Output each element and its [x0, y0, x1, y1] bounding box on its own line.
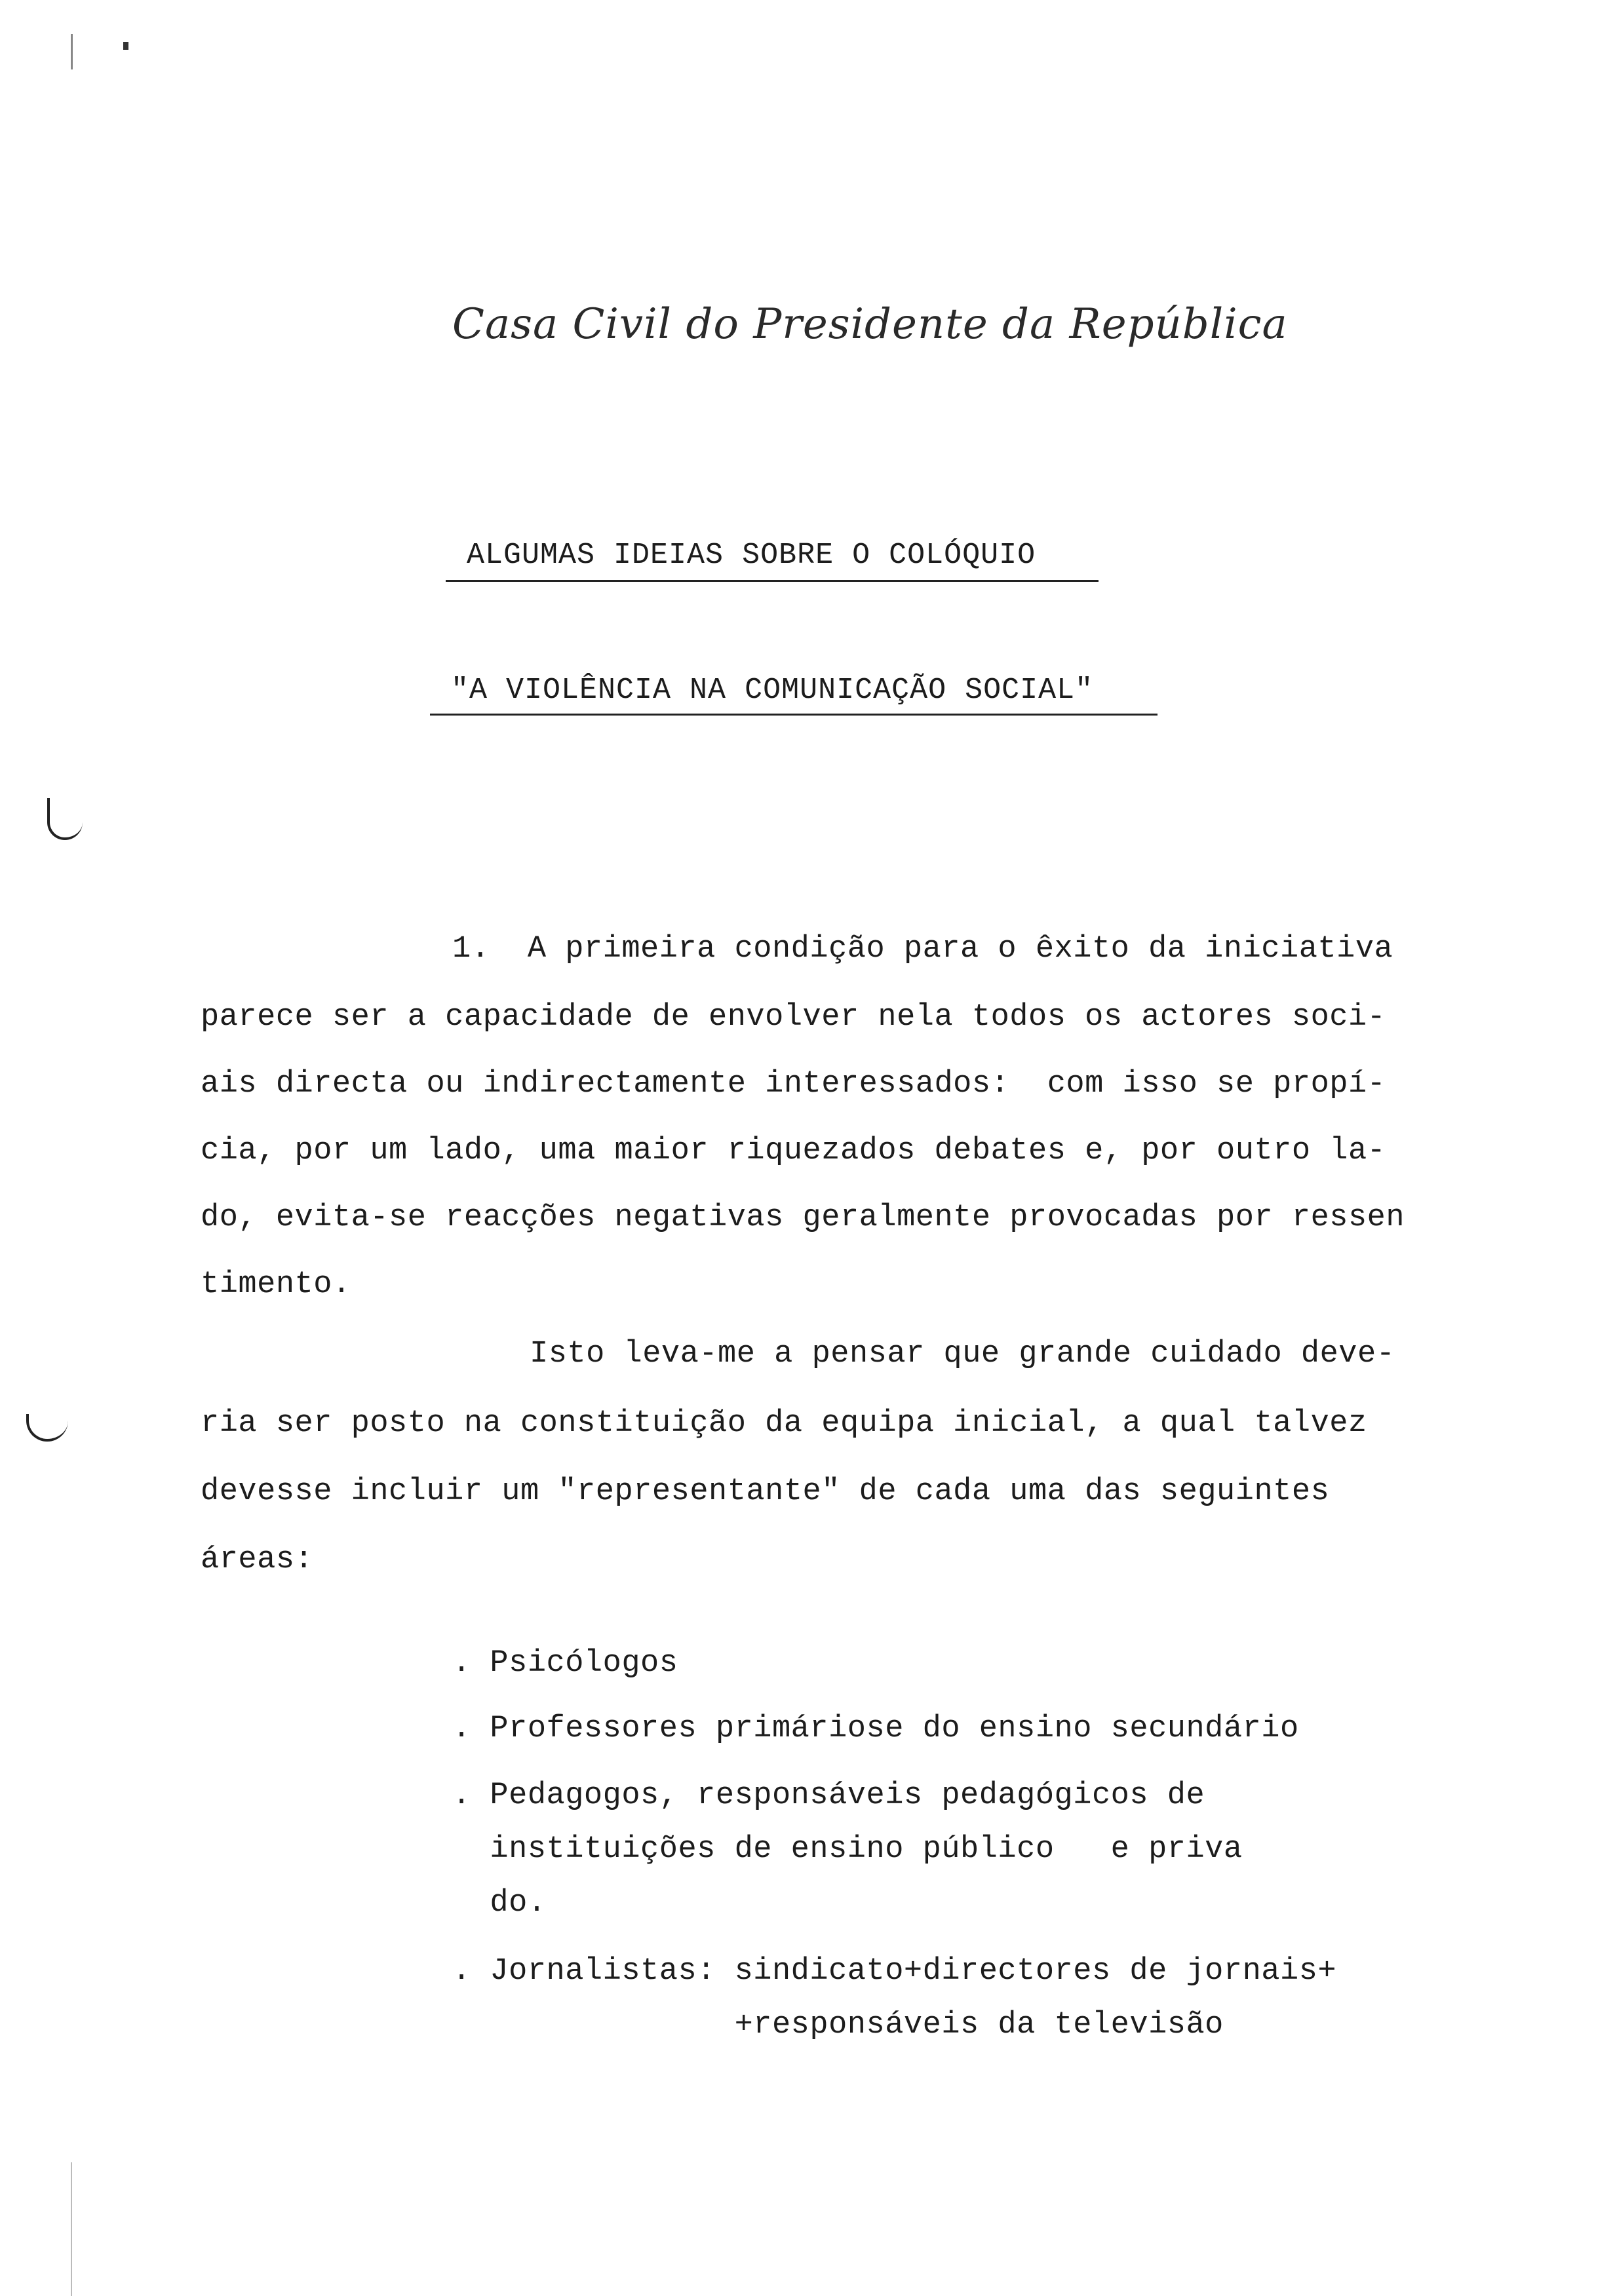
paragraph-line: devesse incluir um "representante" de cada uma das seguintes: [201, 1474, 1330, 1509]
list-item: . Jornalistas: sindicato+directores de jornais+: [452, 1954, 1337, 1989]
list-item: +responsáveis da televisão: [452, 2008, 1224, 2042]
paragraph-line: 1. A primeira condição para o êxito da iniciativa: [452, 932, 1393, 966]
paragraph-line: ais directa ou indirectamente interessados: com isso se propí-: [201, 1067, 1386, 1101]
list-item: . Psicólogos: [452, 1646, 678, 1681]
letterhead: Casa Civil do Presidente da República: [452, 300, 1288, 349]
margin-hook-mark: [47, 798, 83, 840]
paragraph-line: áreas:: [201, 1542, 314, 1577]
scan-artifact-top: [71, 34, 73, 69]
document-title-line-2: "A VIOLÊNCIA NA COMUNICAÇÃO SOCIAL": [451, 674, 1094, 707]
paragraph-line: parece ser a capacidade de envolver nela todos os actores soci-: [201, 1000, 1386, 1035]
paragraph-line: timento.: [201, 1267, 351, 1302]
document-title-line-1: ALGUMAS IDEIAS SOBRE O COLÓQUIO: [467, 539, 1036, 572]
paragraph-line: do, evita-se reacções negativas geralmente provocadas por ressen: [201, 1200, 1405, 1235]
paragraph-line: ria ser posto na constituição da equipa inicial, a qual talvez: [201, 1406, 1367, 1441]
margin-hook-mark: [26, 1414, 68, 1442]
title-underline-2: [430, 714, 1158, 716]
list-item: instituições de ensino público e priva: [452, 1832, 1243, 1867]
list-item: . Pedagogos, responsáveis pedagógicos de: [452, 1778, 1205, 1813]
list-item: . Professores primáriose do ensino secundário: [452, 1712, 1299, 1746]
paragraph-line: Isto leva-me a pensar que grande cuidado deve-: [530, 1337, 1395, 1371]
paragraph-line: cia, por um lado, uma maior riquezados debates e, por outro la-: [201, 1134, 1386, 1168]
title-underline-1: [446, 580, 1099, 582]
scan-artifact-left-edge: [71, 2162, 72, 2296]
list-item: do.: [452, 1886, 547, 1921]
scan-artifact-dot: [123, 42, 128, 50]
